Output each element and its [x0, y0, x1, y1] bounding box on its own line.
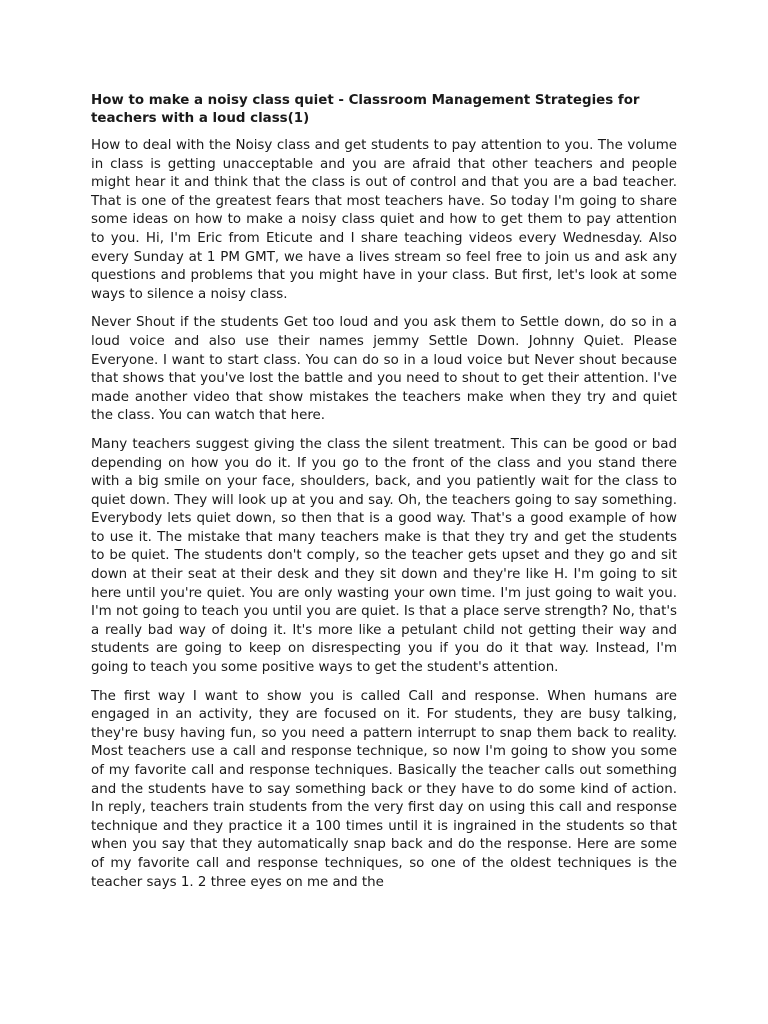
paragraph-silent-treatment: Many teachers suggest giving the class the silent treatment. This can be good or bad depending on how you do it. If you go to the front of the class and you stand there with a big smile on your face, shoulders, back, and you patiently wait for the class to quiet down. They will look up at you and say. Oh, the teachers going to say something. Everybody lets quiet down, so then that is a good way. That's a good example of how to use it. The mistake that many teachers make is that they try and get the students to be quiet. The students don't comply, so the teacher gets upset and they go and sit down at their seat at their desk and they sit down and they're like H. I'm going to sit here until you're quiet. You are only wasting your own time. I'm just going to wait you. I'm not going to teach you until you are quiet. Is that a place serve strength? No, that's a really bad way of doing it. It's more like a petulant child not getting their way and students are going to keep on disrespecting you if you do it that way. Instead, I'm going to teach you some positive ways to get the student's attention. — [91, 436, 677, 676]
document-title: How to make a noisy class quiet - Classroom Management Strategies for teachers with a loud class(1) — [91, 93, 640, 126]
paragraph-call-and-response: The first way I want to show you is called Call and response. When humans are engaged in an activity, they are focused on it. For students, they are busy talking, they're busy having fun, so you need a pattern interrupt to snap them back to reality. Most teachers use a call and response technique, so now I'm going to show you some of my favorite call and response techniques. Basically the teacher calls out something and the students have to say something back or they have to do some kind of action. In reply, teachers train students from the very first day on using this call and response technique and they practice it a 100 times until it is ingrained in the students so that when you say that they automatically snap back and do the response. Here are some of my favorite call and response techniques, so one of the oldest techniques is the teacher says 1. 2 three eyes on me and the — [91, 688, 677, 890]
paragraph-never-shout: Never Shout if the students Get too loud and you ask them to Settle down, do so in a loud voice and also use their names jemmy Settle Down. Johnny Quiet. Please Everyone. I want to start class. You can do so in a loud voice but Never shout because that shows that you've lost the battle and you need to shout to get their attention. I've made another video that show mistakes the teachers make when they try and quiet the class. You can watch that here. — [91, 315, 677, 424]
document-page — [91, 92, 677, 902]
paragraph-intro: How to deal with the Noisy class and get students to pay attention to you. The volume in class is getting unacceptable and you are afraid that other teachers and people might hear it and think that the class is out of control and that you are a bad teacher. That is one of the greatest fears that most teachers have. So today I'm going to share some ideas on how to make a noisy class quiet and how to get them to pay attention to you. Hi, I'm Eric from Eticute and I share teaching videos every Wednesday. Also every Sunday at 1 PM GMT, we have a lives stream so feel free to join us and ask any questions and problems that you might have in your class. But first, let's look at some ways to silence a noisy class. — [91, 138, 677, 302]
